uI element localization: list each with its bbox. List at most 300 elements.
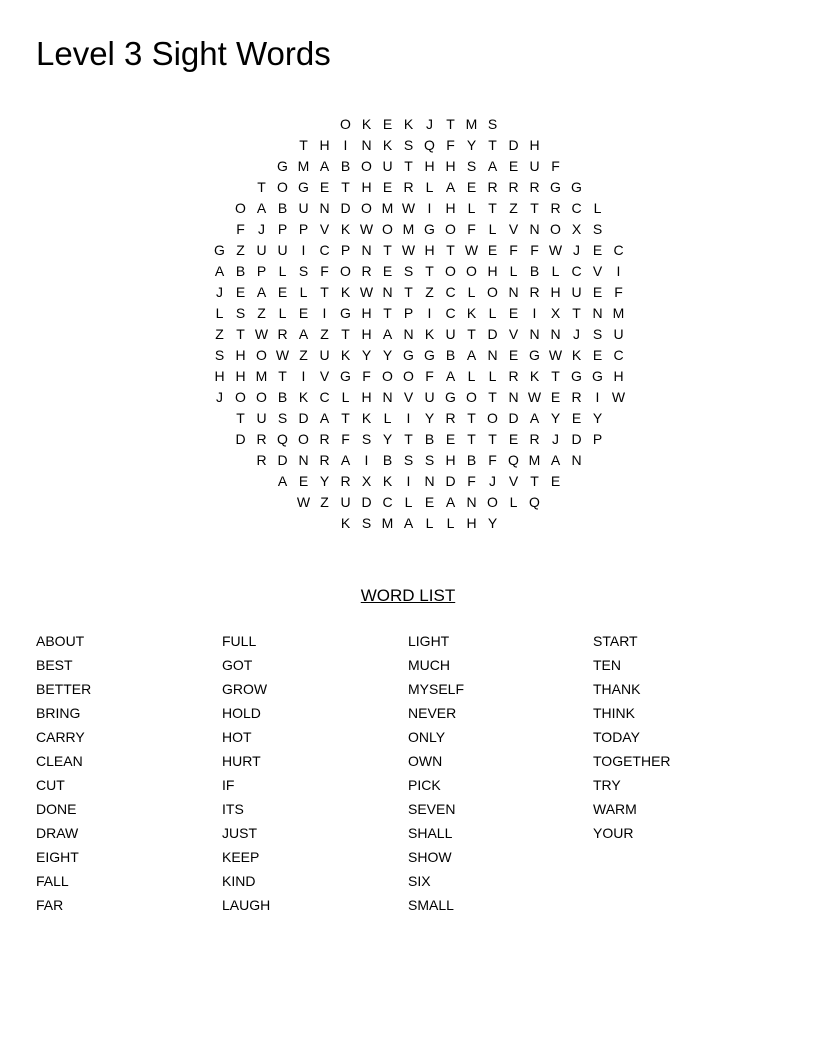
grid-letter: P bbox=[403, 305, 414, 321]
grid-letter: T bbox=[425, 263, 434, 279]
grid-letter: G bbox=[424, 347, 435, 363]
grid-letter: T bbox=[530, 473, 539, 489]
word-list-item: BEST bbox=[36, 657, 73, 673]
grid-letter: Z bbox=[320, 326, 329, 342]
grid-letter: O bbox=[382, 221, 393, 237]
grid-letter: E bbox=[592, 242, 603, 258]
grid-letter: S bbox=[487, 116, 498, 132]
grid-letter: E bbox=[550, 473, 561, 489]
grid-letter: D bbox=[361, 494, 372, 510]
grid-letter: O bbox=[256, 389, 267, 405]
grid-letter: R bbox=[361, 263, 372, 279]
grid-letter: P bbox=[298, 221, 309, 237]
word-list-item: GROW bbox=[222, 681, 268, 697]
grid-letter: P bbox=[592, 431, 603, 447]
word-list-item: KEEP bbox=[222, 849, 260, 865]
grid-letter: L bbox=[467, 284, 476, 300]
grid-letter: G bbox=[529, 347, 540, 363]
word-list-item: HOLD bbox=[222, 705, 261, 721]
grid-letter: A bbox=[487, 158, 498, 174]
word-list-item: TODAY bbox=[593, 729, 640, 745]
grid-letter: E bbox=[487, 242, 498, 258]
grid-letter: L bbox=[341, 389, 350, 405]
grid-letter: J bbox=[573, 242, 580, 258]
grid-letter: G bbox=[277, 158, 288, 174]
grid-letter: Y bbox=[424, 410, 435, 426]
grid-letter: J bbox=[489, 473, 496, 489]
grid-letter: K bbox=[571, 347, 582, 363]
word-list-item: TRY bbox=[593, 777, 621, 793]
grid-letter: S bbox=[361, 515, 372, 531]
grid-letter: W bbox=[359, 284, 374, 300]
word-list-item: NEVER bbox=[408, 705, 457, 721]
word-list-item: CARRY bbox=[36, 729, 85, 745]
grid-letter: V bbox=[508, 326, 519, 342]
grid-letter: A bbox=[319, 410, 330, 426]
grid-letter: D bbox=[445, 473, 456, 489]
grid-letter: T bbox=[404, 431, 413, 447]
grid-letter: H bbox=[445, 158, 456, 174]
grid-letter: T bbox=[404, 158, 413, 174]
grid-letter: F bbox=[320, 263, 329, 279]
grid-letter: T bbox=[404, 284, 413, 300]
grid-letter: P bbox=[277, 221, 288, 237]
grid-letter: S bbox=[361, 431, 372, 447]
grid-letter: W bbox=[527, 389, 542, 405]
grid-letter: A bbox=[466, 347, 477, 363]
grid-letter: W bbox=[548, 242, 563, 258]
word-list-heading: WORD LIST bbox=[360, 586, 456, 605]
grid-letter: T bbox=[467, 326, 476, 342]
grid-letter: N bbox=[592, 305, 603, 321]
word-list-item: SMALL bbox=[408, 897, 454, 913]
grid-letter: S bbox=[403, 263, 414, 279]
grid-letter: F bbox=[530, 242, 539, 258]
grid-letter: T bbox=[383, 242, 392, 258]
grid-letter: L bbox=[593, 200, 602, 216]
grid-letter: C bbox=[319, 389, 330, 405]
grid-letter: T bbox=[467, 410, 476, 426]
grid-letter: E bbox=[550, 389, 561, 405]
grid-letter: U bbox=[382, 158, 393, 174]
grid-letter: T bbox=[236, 326, 245, 342]
grid-letter: H bbox=[445, 452, 456, 468]
grid-letter: B bbox=[235, 263, 246, 279]
word-list-item: EIGHT bbox=[36, 849, 79, 865]
word-list-item: CUT bbox=[36, 777, 65, 793]
word-list-item: GOT bbox=[222, 657, 253, 673]
grid-letter: L bbox=[383, 410, 392, 426]
grid-letter: G bbox=[424, 221, 435, 237]
grid-letter: A bbox=[445, 494, 456, 510]
grid-letter: U bbox=[340, 494, 351, 510]
grid-letter: D bbox=[508, 410, 519, 426]
grid-letter: N bbox=[382, 284, 393, 300]
grid-letter: L bbox=[551, 263, 560, 279]
grid-letter: O bbox=[340, 263, 351, 279]
grid-letter: U bbox=[613, 326, 624, 342]
grid-letter: A bbox=[319, 158, 330, 174]
grid-letter: A bbox=[550, 452, 561, 468]
grid-letter: H bbox=[424, 158, 435, 174]
word-list-column bbox=[408, 630, 588, 918]
grid-letter: E bbox=[424, 494, 435, 510]
grid-letter: S bbox=[424, 452, 435, 468]
grid-letter: B bbox=[466, 452, 477, 468]
word-list-item: SIX bbox=[408, 873, 431, 889]
grid-letter: P bbox=[340, 242, 351, 258]
grid-letter: E bbox=[508, 158, 519, 174]
grid-letter: G bbox=[340, 368, 351, 384]
grid-letter: E bbox=[571, 410, 582, 426]
grid-letter: N bbox=[319, 200, 330, 216]
grid-letter: E bbox=[235, 284, 246, 300]
grid-letter: X bbox=[571, 221, 582, 237]
grid-letter: N bbox=[529, 326, 540, 342]
grid-letter: F bbox=[551, 158, 560, 174]
grid-letter: L bbox=[215, 305, 224, 321]
grid-letter: G bbox=[571, 368, 582, 384]
grid-letter: A bbox=[340, 452, 351, 468]
grid-letter: O bbox=[235, 200, 246, 216]
grid-letter: Q bbox=[277, 431, 288, 447]
grid-letter: D bbox=[298, 410, 309, 426]
grid-letter: A bbox=[256, 284, 267, 300]
grid-letter: X bbox=[550, 305, 561, 321]
grid-letter: Z bbox=[509, 200, 518, 216]
grid-letter: E bbox=[508, 305, 519, 321]
grid-letter: N bbox=[403, 326, 414, 342]
grid-letter: N bbox=[466, 494, 477, 510]
grid-letter: M bbox=[381, 515, 394, 531]
grid-letter: W bbox=[296, 494, 311, 510]
grid-letter: S bbox=[403, 452, 414, 468]
grid-letter: U bbox=[571, 284, 582, 300]
grid-letter: K bbox=[340, 515, 351, 531]
grid-letter: R bbox=[508, 368, 519, 384]
grid-letter: L bbox=[425, 515, 434, 531]
grid-letter: C bbox=[319, 242, 330, 258]
word-list-item: THINK bbox=[593, 705, 635, 721]
grid-letter: I bbox=[322, 305, 327, 321]
grid-letter: A bbox=[445, 179, 456, 195]
grid-letter: K bbox=[529, 368, 540, 384]
grid-letter: A bbox=[256, 200, 267, 216]
grid-letter: U bbox=[256, 410, 267, 426]
grid-letter: S bbox=[214, 347, 225, 363]
grid-letter: H bbox=[550, 284, 561, 300]
grid-letter: Z bbox=[236, 242, 245, 258]
grid-letter: Q bbox=[529, 494, 540, 510]
grid-letter: G bbox=[592, 368, 603, 384]
grid-letter: E bbox=[382, 179, 393, 195]
grid-letter: C bbox=[613, 347, 624, 363]
grid-letter: M bbox=[381, 200, 394, 216]
grid-letter: Z bbox=[299, 347, 308, 363]
word-list-item: FULL bbox=[222, 633, 257, 649]
grid-letter: C bbox=[445, 284, 456, 300]
grid-letter: D bbox=[277, 452, 288, 468]
grid-letter: T bbox=[488, 431, 497, 447]
grid-letter: E bbox=[592, 284, 603, 300]
grid-letter: H bbox=[487, 263, 498, 279]
grid-letter: R bbox=[529, 179, 540, 195]
grid-letter: R bbox=[445, 410, 456, 426]
grid-letter: U bbox=[445, 326, 456, 342]
grid-letter: T bbox=[467, 431, 476, 447]
grid-letter: T bbox=[299, 137, 308, 153]
word-list-item: YOUR bbox=[593, 825, 634, 841]
grid-letter: T bbox=[530, 200, 539, 216]
grid-letter: S bbox=[277, 410, 288, 426]
grid-letter: B bbox=[277, 200, 288, 216]
word-list-item: PICK bbox=[408, 777, 441, 793]
grid-letter: U bbox=[424, 389, 435, 405]
grid-letter: E bbox=[466, 179, 477, 195]
grid-letter: K bbox=[466, 305, 477, 321]
grid-letter: G bbox=[214, 242, 225, 258]
grid-letter: I bbox=[364, 452, 369, 468]
grid-letter: O bbox=[298, 431, 309, 447]
grid-letter: A bbox=[277, 473, 288, 489]
grid-letter: K bbox=[382, 137, 393, 153]
grid-letter: A bbox=[298, 326, 309, 342]
grid-letter: X bbox=[361, 473, 372, 489]
word-list-item: LIGHT bbox=[408, 633, 450, 649]
grid-letter: T bbox=[341, 410, 350, 426]
grid-letter: J bbox=[258, 221, 265, 237]
grid-letter: G bbox=[445, 389, 456, 405]
grid-letter: K bbox=[382, 473, 393, 489]
grid-letter: M bbox=[402, 221, 415, 237]
grid-letter: Z bbox=[425, 284, 434, 300]
grid-letter: L bbox=[488, 305, 497, 321]
word-list-item: WARM bbox=[593, 801, 637, 817]
grid-letter: K bbox=[340, 284, 351, 300]
grid-letter: B bbox=[277, 389, 288, 405]
grid-letter: L bbox=[278, 263, 287, 279]
grid-letter: O bbox=[445, 263, 456, 279]
grid-letter: R bbox=[340, 473, 351, 489]
grid-letter: Q bbox=[424, 137, 435, 153]
grid-letter: B bbox=[340, 158, 351, 174]
grid-letter: R bbox=[403, 179, 414, 195]
grid-letter: W bbox=[464, 242, 479, 258]
grid-letter: Y bbox=[319, 473, 330, 489]
grid-letter: N bbox=[508, 389, 519, 405]
grid-letter: N bbox=[298, 452, 309, 468]
grid-letter: M bbox=[612, 305, 625, 321]
grid-letter: A bbox=[214, 263, 225, 279]
grid-letter: G bbox=[571, 179, 582, 195]
grid-letter: L bbox=[488, 368, 497, 384]
grid-letter: L bbox=[509, 494, 518, 510]
grid-letter: B bbox=[445, 347, 456, 363]
word-list-item: FALL bbox=[36, 873, 69, 889]
grid-letter: E bbox=[298, 473, 309, 489]
grid-letter: N bbox=[571, 452, 582, 468]
word-list-column bbox=[593, 630, 773, 846]
grid-letter: D bbox=[508, 137, 519, 153]
grid-letter: K bbox=[340, 221, 351, 237]
grid-letter: F bbox=[446, 137, 455, 153]
grid-letter: W bbox=[359, 221, 374, 237]
word-list-item: JUST bbox=[222, 825, 257, 841]
grid-letter: M bbox=[297, 158, 310, 174]
word-list-item: DRAW bbox=[36, 825, 79, 841]
grid-letter: N bbox=[382, 389, 393, 405]
word-list-item: TEN bbox=[593, 657, 621, 673]
grid-letter: B bbox=[529, 263, 540, 279]
grid-letter: H bbox=[424, 242, 435, 258]
grid-letter: H bbox=[361, 326, 372, 342]
grid-letter: T bbox=[488, 137, 497, 153]
grid-letter: C bbox=[613, 242, 624, 258]
grid-letter: C bbox=[382, 494, 393, 510]
grid-letter: T bbox=[488, 389, 497, 405]
grid-letter: R bbox=[277, 326, 288, 342]
grid-letter: Z bbox=[257, 305, 266, 321]
word-list-item: IF bbox=[222, 777, 235, 793]
grid-letter: I bbox=[595, 389, 600, 405]
grid-letter: I bbox=[427, 305, 432, 321]
grid-letter: O bbox=[487, 410, 498, 426]
grid-letter: A bbox=[529, 410, 540, 426]
grid-letter: O bbox=[277, 179, 288, 195]
grid-letter: B bbox=[382, 452, 393, 468]
grid-letter: M bbox=[255, 368, 268, 384]
grid-letter: K bbox=[361, 116, 372, 132]
grid-letter: F bbox=[614, 284, 623, 300]
grid-letter: R bbox=[256, 431, 267, 447]
grid-letter: N bbox=[361, 137, 372, 153]
grid-letter: S bbox=[403, 137, 414, 153]
grid-letter: N bbox=[424, 473, 435, 489]
grid-letter: H bbox=[235, 347, 246, 363]
grid-letter: R bbox=[508, 179, 519, 195]
grid-letter: K bbox=[424, 326, 435, 342]
grid-letter: H bbox=[613, 368, 624, 384]
grid-letter: R bbox=[571, 389, 582, 405]
grid-letter: D bbox=[571, 431, 582, 447]
grid-letter: E bbox=[508, 347, 519, 363]
grid-letter: A bbox=[445, 368, 456, 384]
grid-letter: T bbox=[488, 200, 497, 216]
grid-letter: T bbox=[341, 179, 350, 195]
grid-letter: T bbox=[551, 368, 560, 384]
grid-letter: V bbox=[508, 221, 519, 237]
grid-letter: F bbox=[425, 368, 434, 384]
grid-letter: V bbox=[508, 473, 519, 489]
grid-letter: U bbox=[529, 158, 540, 174]
grid-letter: F bbox=[467, 473, 476, 489]
word-list-item: HOT bbox=[222, 729, 252, 745]
grid-letter: S bbox=[235, 305, 246, 321]
grid-letter: A bbox=[403, 515, 414, 531]
grid-letter: K bbox=[403, 116, 414, 132]
grid-letter: J bbox=[216, 284, 223, 300]
grid-letter: T bbox=[572, 305, 581, 321]
grid-letter: H bbox=[361, 179, 372, 195]
grid-letter: V bbox=[319, 368, 330, 384]
grid-letter: I bbox=[406, 473, 411, 489]
grid-letter: Y bbox=[466, 137, 477, 153]
grid-letter: D bbox=[340, 200, 351, 216]
word-list-item: BRING bbox=[36, 705, 81, 721]
grid-letter: M bbox=[465, 116, 478, 132]
grid-letter: D bbox=[487, 326, 498, 342]
grid-letter: O bbox=[445, 221, 456, 237]
grid-letter: Q bbox=[508, 452, 519, 468]
grid-letter: F bbox=[467, 221, 476, 237]
word-list-item: HURT bbox=[222, 753, 261, 769]
grid-letter: J bbox=[552, 431, 559, 447]
grid-letter: E bbox=[382, 263, 393, 279]
grid-letter: G bbox=[298, 179, 309, 195]
grid-letter: W bbox=[548, 347, 563, 363]
grid-letter: L bbox=[467, 368, 476, 384]
grid-letter: E bbox=[592, 347, 603, 363]
grid-letter: U bbox=[256, 242, 267, 258]
grid-letter: R bbox=[529, 284, 540, 300]
grid-letter: R bbox=[550, 200, 561, 216]
grid-letter: W bbox=[254, 326, 269, 342]
grid-letter: M bbox=[528, 452, 541, 468]
grid-letter: C bbox=[571, 200, 582, 216]
grid-letter: W bbox=[275, 347, 290, 363]
grid-letter: J bbox=[426, 116, 433, 132]
grid-letter: C bbox=[445, 305, 456, 321]
word-list-item: DONE bbox=[36, 801, 77, 817]
word-list-item: SHALL bbox=[408, 825, 453, 841]
word-list-item: MUCH bbox=[408, 657, 450, 673]
grid-letter: U bbox=[319, 347, 330, 363]
grid-letter: H bbox=[235, 368, 246, 384]
grid-letter: F bbox=[362, 368, 371, 384]
grid-letter: C bbox=[571, 263, 582, 279]
grid-letter: R bbox=[256, 452, 267, 468]
grid-letter: V bbox=[592, 263, 603, 279]
word-list-item: SEVEN bbox=[408, 801, 456, 817]
grid-letter: O bbox=[550, 221, 561, 237]
grid-letter: T bbox=[257, 179, 266, 195]
grid-letter: J bbox=[573, 326, 580, 342]
grid-letter: K bbox=[361, 410, 372, 426]
grid-letter: L bbox=[488, 221, 497, 237]
grid-letter: S bbox=[298, 263, 309, 279]
grid-letter: O bbox=[361, 158, 372, 174]
grid-letter: F bbox=[341, 431, 350, 447]
grid-letter: S bbox=[466, 158, 477, 174]
grid-letter: E bbox=[508, 431, 519, 447]
grid-letter: G bbox=[403, 347, 414, 363]
grid-letter: H bbox=[214, 368, 225, 384]
grid-letter: E bbox=[445, 431, 456, 447]
grid-letter: Z bbox=[215, 326, 224, 342]
word-list-item: CLEAN bbox=[36, 753, 83, 769]
grid-letter: O bbox=[340, 116, 351, 132]
grid-letter: F bbox=[236, 221, 245, 237]
grid-letter: O bbox=[487, 494, 498, 510]
grid-letter: N bbox=[508, 284, 519, 300]
word-list-item: LAUGH bbox=[222, 897, 271, 913]
grid-letter: T bbox=[446, 116, 455, 132]
grid-letter: T bbox=[383, 305, 392, 321]
grid-letter: W bbox=[401, 242, 416, 258]
grid-letter: L bbox=[467, 200, 476, 216]
grid-letter: O bbox=[256, 347, 267, 363]
grid-letter: W bbox=[401, 200, 416, 216]
